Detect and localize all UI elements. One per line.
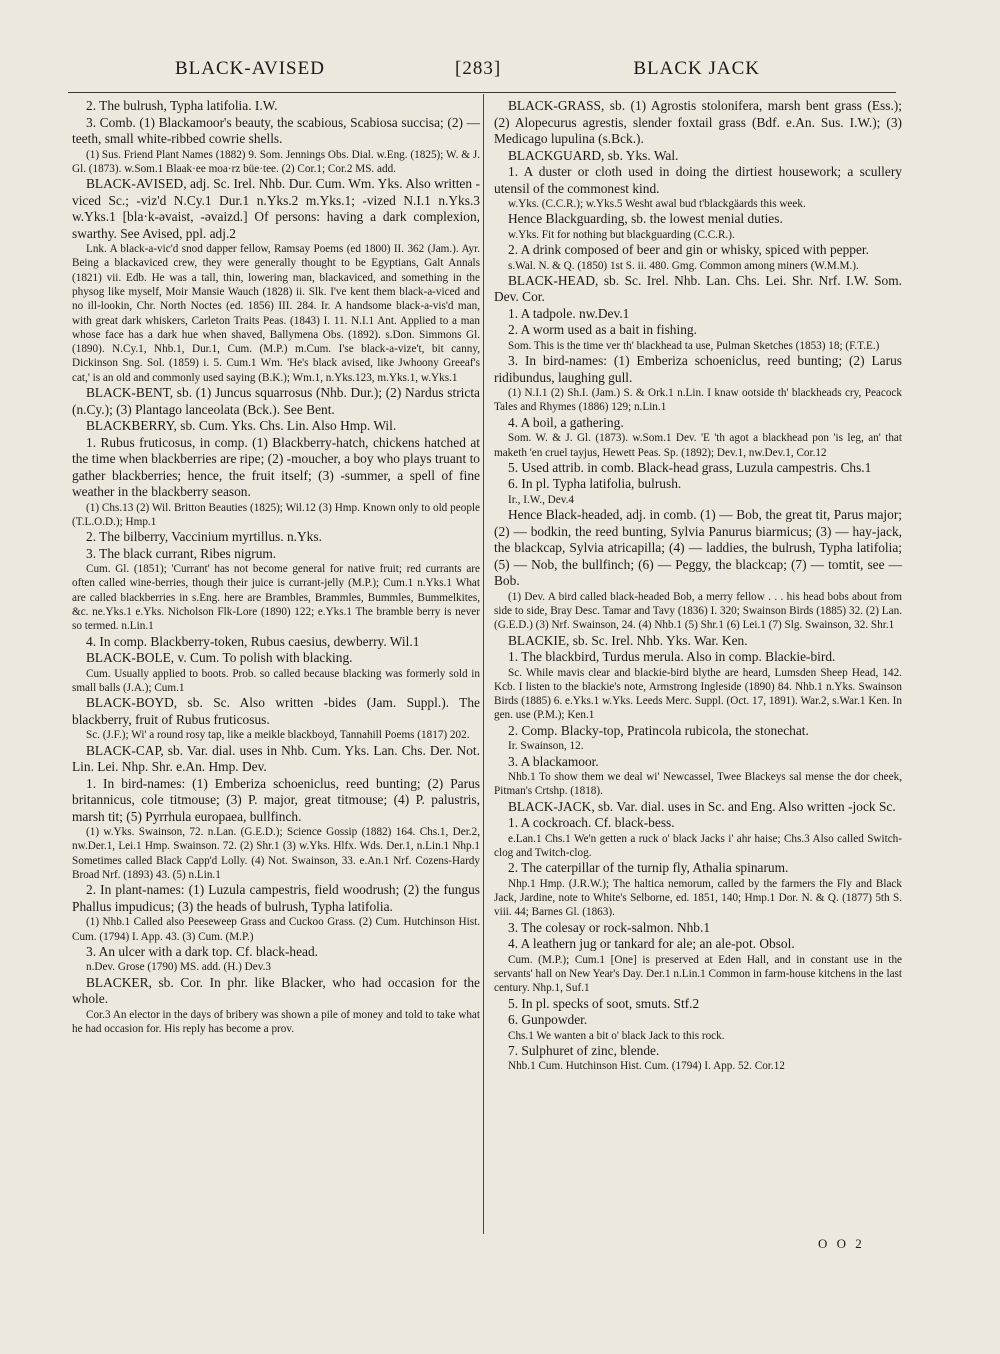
citation-paragraph: Som. This is the time ver th' blackhead ta use, Pulman Sketches (1853) 18; (F.T.E.) — [508, 339, 880, 352]
citation-paragraph: (1) Sus. Friend Plant Names (1882) 9. Som. Jennings Obs. Dial. w.Eng. (1825); W. & J. Gl. (1873). w.Som.1 Blaak·ee moa·rz büe·tee. (2) Cor.1; Cor.2 MS. add. — [72, 148, 480, 175]
entry-paragraph: 3. In bird-names: (1) Emberiza schoeniclus, reed bunting; (2) Larus ridibundus, laughing gull. — [494, 353, 902, 385]
entry-paragraph: BLACKBERRY, sb. Cum. Yks. Chs. Lin. Also Hmp. Wil. — [86, 418, 397, 434]
citation-paragraph: Cum. Gl. (1851); 'Currant' has not become general for native fruit; red currants are often called wine-berries, though their juice is currant-jelly (M.P.); Cum.1 n.Yks.1 What are called blackberries in s.Eng. here are Brambles, Brammles, Bummles, Bummelkites, &c. ne.Yks.1 e.Yks. Nicholson Flk-Lore (1890) 122; e.Yks.1 The bramble berry is never so termed. n.Lin.1 — [72, 563, 480, 633]
entry-paragraph: 2. A worm used as a bait in fishing. — [508, 322, 697, 338]
citation-paragraph: Cor.3 An elector in the days of bribery was shown a pile of money and told to take what he had occasion for. His reply has become a prov. — [72, 1008, 480, 1035]
entry-paragraph: 5. In pl. specks of soot, smuts. Stf.2 — [508, 995, 700, 1011]
header-rule — [68, 92, 896, 93]
citation-paragraph: Nhb.1 Cum. Hutchinson Hist. Cum. (1794) I. App. 52. Cor.12 — [508, 1060, 785, 1073]
citation-paragraph: Chs.1 We wanten a bit o' black Jack to this rock. — [508, 1029, 725, 1042]
entry-paragraph: 2. Comp. Blacky-top, Pratincola rubicola, the stonechat. — [508, 722, 809, 738]
entry-paragraph: BLACK-BENT, sb. (1) Juncus squarrosus (Nhb. Dur.); (2) Nardus stricta (n.Cy.); (3) Plantago lanceolata (Bck.). See Bent. — [72, 385, 480, 417]
left-column — [72, 98, 480, 1036]
entry-paragraph: BLACKGUARD, sb. Yks. Wal. — [508, 147, 679, 163]
entry-paragraph: 2. The bilberry, Vaccinium myrtillus. n.Yks. — [86, 529, 322, 545]
citation-paragraph: n.Dev. Grose (1790) MS. add. (H.) Dev.3 — [86, 961, 271, 974]
citation-paragraph: (1) w.Yks. Swainson, 72. n.Lan. (G.E.D.); Science Gossip (1882) 164. Chs.1, Der.2, nw.Der.1, Lei.1 Hmp. Swainson. 72. (2) Shr.1 (3) w.Yks. Hlfx. Wds. Der.1, n.Lin.1 Nhp.1 Sometimes called Black Capp'd Lolly. (4) Not. Swainson, 33. e.An.1 Nrf. Cozens-Hardy Broad Nrf. (1893) 43. (5) n.Lin.1 — [72, 826, 480, 881]
entry-paragraph: 1. A cockroach. Cf. black-bess. — [508, 815, 675, 831]
entry-paragraph: 2. A drink composed of beer and gin or whisky, spiced with pepper. — [508, 242, 869, 258]
citation-paragraph: s.Wal. N. & Q. (1850) 1st S. ii. 480. Gmg. Common among miners (W.M.M.). — [508, 259, 859, 272]
entry-paragraph: 1. A tadpole. nw.Dev.1 — [508, 305, 630, 321]
citation-paragraph: Sc. While mavis clear and blackie-bird blythe are heard, Lumsden Sheep Head, 142. Kcb. I listen to the blackie's note, Armstrong Ingleside (1890) 84. Nhb.1 n.Yks. Swainson Birds (1885) 6. e.Yks.1 w.Yks. Leeds Merc. Suppl. (Oct. 17, 1891). War.2, s.War.1 Ken. In gen. use (P.M.); Ken.1 — [494, 666, 902, 722]
citation-paragraph: Sc. (J.F.); Wi' a round rosy tap, like a meikle blackboyd, Tannahill Poems (1817) 202. — [86, 729, 470, 742]
citation-paragraph: e.Lan.1 Chs.1 We'n getten a ruck o' black Jacks i' ahr haise; Chs.3 Also called Switch-clog and Twitch-clog. — [494, 832, 902, 859]
entry-paragraph: 7. Sulphuret of zinc, blende. — [508, 1042, 660, 1058]
entry-paragraph: BLACK-JACK, sb. Var. dial. uses in Sc. and Eng. Also written -jock Sc. — [508, 798, 896, 814]
left-headword: BLACK-AVISED — [175, 58, 325, 79]
citation-paragraph: Nhb.1 To show them we deal wi' Newcassel, Twee Blackeys sal mense the dor cheek, Pitman's Crtshp. (1818). — [494, 771, 902, 798]
citation-paragraph: (1) Chs.13 (2) Wil. Britton Beauties (1825); Wil.12 (3) Hmp. Known only to old people (T.L.O.D.); Hmp.1 — [72, 501, 480, 528]
citation-paragraph: w.Yks. (C.C.R.); w.Yks.5 Wesht awal bud t'blackgäards this week. — [508, 198, 806, 210]
entry-paragraph: 3. The colesay or rock-salmon. Nhb.1 — [508, 919, 711, 935]
citation-paragraph: (1) Nhb.1 Called also Peeseweep Grass and Cuckoo Grass. (2) Cum. Hutchinson Hist. Cum. (1794) I. App. 43. (3) Cum. (M.P.) — [72, 916, 480, 943]
entry-paragraph: 3. An ulcer with a dark top. Cf. black-head. — [86, 943, 319, 959]
entry-paragraph: 4. A boil, a gathering. — [508, 414, 624, 430]
entry-paragraph: Hence Black-headed, adj. in comb. (1) — Bob, the great tit, Parus major; (2) — bodkin, the reed bunting, Sylvia Panurus biarmicus; (3) — hay-jack, the blackcap, Sylvia atricapilla; (4) — laddies, the bulrush, Typha latifolia; (5) — Nob, the bullfinch; (6) — Peggy, the blackcap; (7) — tomtit, see — Bob. — [494, 507, 902, 589]
entry-paragraph: 2. The caterpillar of the turnip fly, Athalia spinarum. — [508, 860, 789, 876]
citation-paragraph: (1) Dev. A bird called black-headed Bob, a merry fellow . . . his head bobs about from side to side, Bray Desc. Tamar and Tavy (1836) I. 320; Swainson Birds (1885) 32. (2) Lan. (G.E.D.) (3) Nrf. Swainson, 24. (4) Nhb.1 (5) Shr.1 (6) Lei.1 (7) Slg. Swainson, 32. Shr.1 — [494, 590, 902, 632]
citation-paragraph: Nhp.1 Hmp. (J.R.W.); The haltica nemorum, called by the farmers the Fly and Black Jack, Jardine, note to White's Selborne, ed. 1851, 140; Hmp.1 Dor. N. & Q. (1877) 5th S. viii. 44; Barnes Gl. (1863). — [494, 877, 902, 919]
entry-paragraph: BLACK-AVISED, adj. Sc. Irel. Nhb. Dur. Cum. Wm. Yks. Also written -viced Sc.; -viz'd N.Cy.1 Dur.1 n.Yks.2 m.Yks.1; -vized N.I.1 n.Yks.3 w.Yks.1 [bla·k-əvaist, -əvaizd.] Of persons: having a dark complexion, swarthy. See Avised, ppl. adj.2 — [72, 176, 480, 241]
citation-paragraph: Ir., I.W., Dev.4 — [508, 493, 574, 506]
citation-paragraph: w.Yks. Fit for nothing but blackguarding (C.C.R.). — [508, 228, 735, 241]
entry-paragraph: BLACK-BOLE, v. Cum. To polish with blacking. — [86, 650, 353, 666]
entry-paragraph: BLACKIE, sb. Sc. Irel. Nhb. Yks. War. Ken. — [508, 632, 748, 648]
signature-mark: O O 2 — [818, 1236, 865, 1251]
entry-paragraph: 1. In bird-names: (1) Emberiza schoeniclus, reed bunting; (2) Parus britannicus, cole titmouse; (3) P. major, great titmouse; (4) P. palustris, marsh tit; (5) Pyrrhula europaea, bullfinch. — [72, 775, 480, 824]
entry-paragraph: 1. A duster or cloth used in doing the dirtiest housework; a scullery utensil of the commonest kind. — [494, 164, 902, 196]
entry-paragraph: 6. Gunpowder. — [508, 1012, 588, 1028]
citation-paragraph: Ir. Swainson, 12. — [508, 740, 584, 753]
entry-paragraph: 1. The blackbird, Turdus merula. Also in comp. Blackie-bird. — [508, 649, 836, 665]
entry-paragraph: 3. A blackamoor. — [508, 753, 599, 769]
entry-paragraph: 3. Comb. (1) Blackamoor's beauty, the scabious, Scabiosa succisa; (2) — teeth, small white-ribbed cowrie shells. — [72, 114, 480, 146]
entry-paragraph: 4. A leathern jug or tankard for ale; an ale-pot. Obsol. — [508, 936, 795, 952]
entry-paragraph: BLACK-CAP, sb. Var. dial. uses in Nhb. Cum. Yks. Lan. Chs. Der. Not. Lin. Lei. Nhp. Shr. e.An. Hmp. Dev. — [72, 742, 480, 775]
entry-paragraph: 6. In pl. Typha latifolia, bulrush. — [508, 476, 682, 492]
citation-paragraph: (1) N.I.1 (2) Sh.I. (Jam.) S. & Ork.1 n.Lin. I knaw ootside th' blackheads cry, Peacock Tales and Rhymes (1886) 129; n.Lin.1 — [494, 387, 902, 414]
page-number: [283] — [455, 58, 502, 79]
entry-paragraph: 2. The bulrush, Typha latifolia. I.W. — [86, 98, 278, 113]
citation-paragraph: Cum. (M.P.); Cum.1 [One] is preserved at Eden Hall, and in constant use in the servants' hall on New Year's Day. Der.1 n.Lin.1 Common in farm-house kitchens in the last century. Nhp.1, Suf.1 — [494, 953, 902, 995]
entry-paragraph: 3. The black currant, Ribes nigrum. — [86, 545, 277, 561]
entry-paragraph: 5. Used attrib. in comb. Black-head grass, Luzula campestris. Chs.1 — [508, 459, 872, 475]
citation-paragraph: Lnk. A black-a-vic'd snod dapper fellow, Ramsay Poems (ed 1800) II. 362 (Jam.). Ayr. Being a blackaviced crew, they were generally thought to be Egyptians, Galt Annals (1821) vii. Edb. He was a tall, thin, lowering man, blackaviced, and something in the physog like myself, Moir Mansie Wauch (1828) ii. Slk. I've kent them black-a-viced and no ill-lookin, Chr. North Noctes (ed. 1856) III. 284. Ir. A handsome black-a-vis'd man, with great dark whiskers, Carleton Traits Peas. (1843) I. 11. N.I.1 Ant. Applied to a man whose face has a dark hue when shaved, Ballymena Obs. (1892). s.Don. Simmons Gl. (1890). N.Cy.1, Nhb.1, Dur.1, Cum. (M.P.) m.Cum. I'se black-a-vize't, bit canny, Dickinson Sng. Sol. (1859) i. 5. Cum.1 Wm. 'He's black avised, like Jwhoony Greeaf's cat,' is an old and commonly used saying (B.K.); Wm.1, n.Yks.123, m.Yks.1, w.Yks.1 — [72, 243, 480, 384]
right-column — [494, 98, 902, 1074]
citation-paragraph: Cum. Usually applied to boots. Prob. so called because blacking was formerly sold in small balls (J.A.); Cum.1 — [72, 667, 480, 694]
entry-paragraph: BLACK-BOYD, sb. Sc. Also written -bides (Jam. Suppl.). The blackberry, fruit of Rubus fruticosus. — [72, 695, 480, 727]
entry-paragraph: BLACK-GRASS, sb. (1) Agrostis stolonifera, marsh bent grass (Ess.); (2) Alopecurus agrestis, slender foxtail grass (Bdf. e.An. Sus. I.W.); (3) Medicago lupulina (s.Bck.). — [494, 98, 902, 146]
entry-paragraph: 2. In plant-names: (1) Luzula campestris, field woodrush; (2) the fungus Phallus impudicus; (3) the heads of bulrush, Typha latifolia. — [72, 882, 480, 914]
entry-paragraph: 4. In comp. Blackberry-token, Rubus caesius, dewberry. Wil.1 — [86, 633, 420, 649]
entry-paragraph: BLACKER, sb. Cor. In phr. like Blacker, who had occasion for the whole. — [72, 974, 480, 1007]
entry-paragraph: BLACK-HEAD, sb. Sc. Irel. Nhb. Lan. Chs. Lei. Shr. Nrf. I.W. Som. Dev. Cor. — [494, 272, 902, 305]
entry-paragraph: Hence Blackguarding, sb. the lowest menial duties. — [508, 211, 783, 227]
column-divider — [483, 94, 484, 1234]
citation-paragraph: Som. W. & J. Gl. (1873). w.Som.1 Dev. 'E 'th agot a blackhead pon 'is leg, an' that maketh 'en cruel tayjus, Hewett Peas. Sp. (1892); Dev.1, nw.Dev.1, Cor.12 — [494, 432, 902, 459]
running-head — [170, 58, 760, 88]
right-headword: BLACK JACK — [633, 58, 760, 79]
entry-paragraph: 1. Rubus fruticosus, in comp. (1) Blackberry-hatch, chickens hatched at the time when blackberries are ripe; (2) -moucher, a boy who plays truant to gather blackberries; hence, the fruit itself; (3) -summer, a spell of fine weather in the blackberry season. — [72, 434, 480, 500]
